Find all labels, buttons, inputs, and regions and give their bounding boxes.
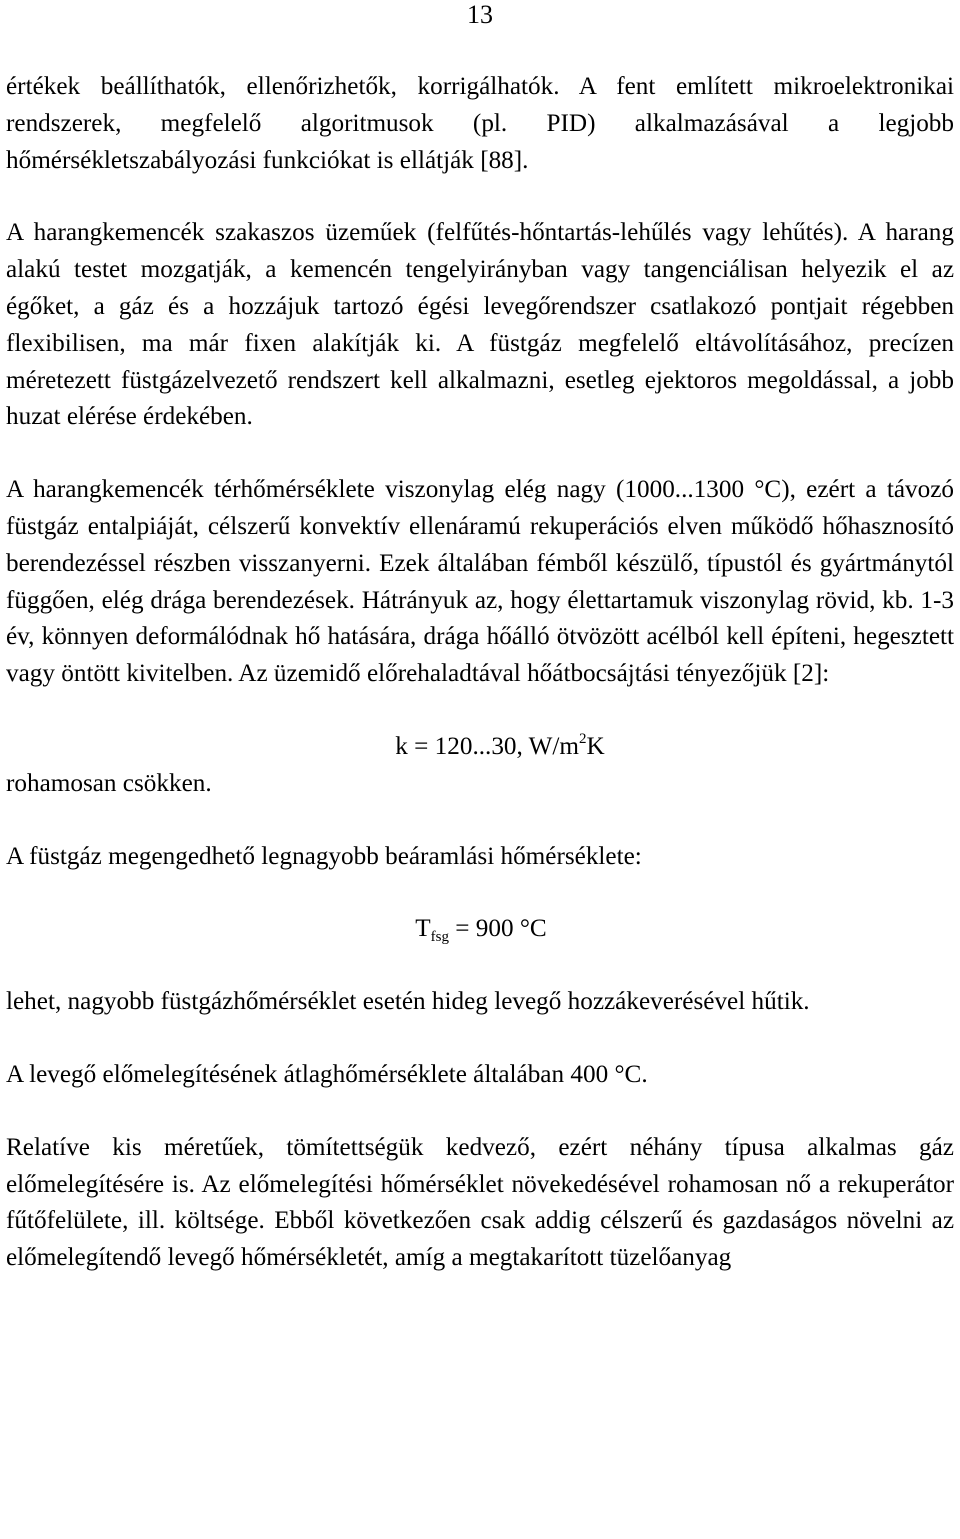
paragraph-6: lehet, nagyobb füstgázhőmérséklet esetén hideg levegő hozzákeverésével hűtik. (6, 988, 810, 1016)
paragraph-5: A füstgáz megengedhető legnagyobb beáramlási hőmérséklete: (6, 842, 642, 870)
formula-k-unit-suffix: K (586, 732, 605, 760)
formula-flue-gas-temperature (6, 911, 954, 948)
document-body (6, 69, 954, 1313)
formula-t-value: = 900 °C (448, 915, 547, 943)
paragraph-1: értékek beállíthatók, ellenőrizhetők, korrigálhatók. A fent említett mikroelektronikai rendszerek, megfelelő algoritmusok (pl. PID) alkalmazásával a legjobb hőmérsékletszabályozási funkciókat is ellátják [88]. (6, 73, 954, 174)
page-number: 13 (467, 0, 493, 29)
formula-t-symbol: T (415, 915, 431, 943)
formula-k-exponent: 2 (579, 730, 587, 747)
paragraph-2: A harangkemencék szakaszos üzeműek (felfűtés-hőntartás-lehűlés vagy lehűtés). A harang alakú testet mozgatják, a kemencén tengelyirányban vagy tangenciálisan helyezik el az égőket, a gáz és a hozzájuk tartozó égési levegőrendszer csatlakozó pontjait régebben flexibilisen, ma már fixen alakítják ki. A füstgáz megfelelő eltávolításához, precízen méretezett füstgázelvezető rendszert kell alkalmazni, esetleg ejektoros megoldással, a jobb huzat elérése érdekében. (6, 219, 954, 431)
paragraph-3: A harangkemencék térhőmérséklete viszonylag elég nagy (1000...1300 °C), ezért a távozó füstgáz entalpiáját, célszerű konvektív ellenáramú rekuperációs elven működő hőhasznosító berendezéssel részben visszanyerni. Ezek általában fémből készülő, típustól és gyártmánytól függően, elég drága berendezések. Hátrányuk az, hogy élettartamuk viszonylag rövid, kb. 1-3 év, könnyen deformálódnak hő hatására, drága hőálló ötvözött acélból kell építeni, hegesztett vagy öntött kivitelben. Az üzemidő előrehaladtával hőátbocsájtási tényezőjük [2]: (6, 476, 954, 688)
formula-t-subscript: fsg (430, 929, 449, 946)
formula-k-prefix: k = 120...30, W/m (395, 732, 580, 760)
paragraph-4: rohamosan csökken. (6, 769, 212, 797)
formula-heat-transfer-coefficient (6, 729, 954, 766)
paragraph-8: Relatíve kis méretűek, tömítettségük kedvező, ezért néhány típusa alkalmas gáz előmelegítésére is. Az előmelegítési hőmérséklet növekedésével rohamosan nő a rekuperátor fűtőfelülete, ill. költsége. Ebből következően csak addig célszerű és gazdaságos növelni az előmelegítendő levegő hőmérsékletét, amíg a megtakarított tüzelőanyag (6, 1133, 954, 1272)
paragraph-7: A levegő előmelegítésének átlaghőmérséklete általában 400 °C. (6, 1060, 648, 1088)
